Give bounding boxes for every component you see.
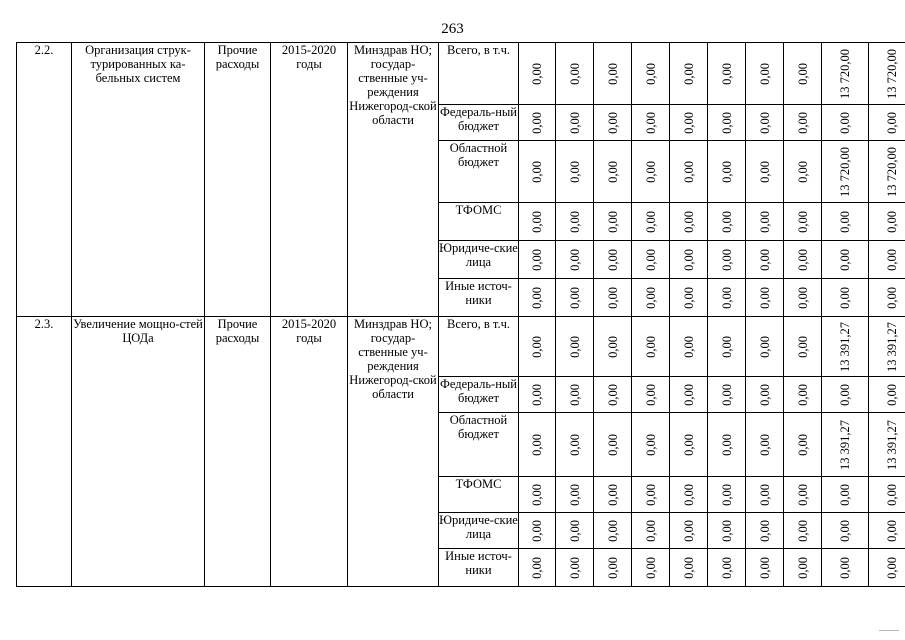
funding-source: Всего, в т.ч. bbox=[439, 43, 519, 105]
value-text: 0,00 bbox=[605, 286, 620, 309]
value-cell bbox=[556, 413, 594, 477]
funding-source: Иные источ-ники bbox=[439, 279, 519, 317]
value-cell bbox=[869, 43, 905, 105]
value-text: 0,00 bbox=[567, 483, 582, 506]
value-cell bbox=[784, 43, 822, 105]
value-text: 0,00 bbox=[795, 62, 810, 85]
value-text: 0,00 bbox=[567, 556, 582, 579]
value-cell bbox=[594, 317, 632, 377]
value-cell bbox=[670, 203, 708, 241]
value-cell bbox=[670, 279, 708, 317]
value-text: 0,00 bbox=[757, 556, 772, 579]
value-cell bbox=[519, 317, 556, 377]
value-text: 0,00 bbox=[643, 433, 658, 456]
value-text: 0,00 bbox=[605, 556, 620, 579]
value-cell bbox=[708, 203, 746, 241]
value-text: 0,00 bbox=[719, 519, 734, 542]
value-text: 13 720,00 bbox=[838, 48, 852, 99]
value-cell bbox=[822, 241, 869, 279]
funding-source: Юридиче-ские лица bbox=[439, 241, 519, 279]
value-cell bbox=[746, 43, 784, 105]
value-cell bbox=[822, 203, 869, 241]
value-cell bbox=[519, 513, 556, 549]
value-text: 0,00 bbox=[838, 483, 852, 506]
value-text: 0,00 bbox=[605, 160, 620, 183]
value-text: 0,00 bbox=[681, 160, 696, 183]
value-cell bbox=[869, 413, 905, 477]
value-text: 13 391,27 bbox=[884, 419, 899, 470]
value-text: 0,00 bbox=[681, 556, 696, 579]
value-text: 0,00 bbox=[838, 210, 852, 233]
value-cell bbox=[670, 413, 708, 477]
value-cell bbox=[594, 513, 632, 549]
value-cell bbox=[556, 203, 594, 241]
value-cell bbox=[822, 317, 869, 377]
value-text: 0,00 bbox=[530, 483, 544, 506]
value-cell bbox=[822, 377, 869, 413]
value-text: 0,00 bbox=[643, 286, 658, 309]
value-text: 0,00 bbox=[795, 210, 810, 233]
value-text: 0,00 bbox=[719, 111, 734, 134]
value-cell bbox=[822, 141, 869, 203]
value-cell bbox=[869, 549, 905, 587]
value-cell bbox=[519, 477, 556, 513]
item-name: Увеличение мощно-стей ЦОДа bbox=[72, 317, 205, 587]
value-cell bbox=[784, 549, 822, 587]
value-cell bbox=[594, 241, 632, 279]
value-text: 0,00 bbox=[795, 335, 810, 358]
funding-source: Областной бюджет bbox=[439, 413, 519, 477]
value-cell bbox=[822, 513, 869, 549]
value-cell bbox=[869, 141, 905, 203]
value-text: 0,00 bbox=[643, 160, 658, 183]
value-text: 0,00 bbox=[719, 160, 734, 183]
value-text: 0,00 bbox=[838, 383, 852, 406]
value-text: 0,00 bbox=[567, 160, 582, 183]
value-text: 0,00 bbox=[757, 160, 772, 183]
value-text: 0,00 bbox=[884, 483, 899, 506]
value-cell bbox=[556, 477, 594, 513]
value-text: 0,00 bbox=[530, 286, 544, 309]
value-text: 0,00 bbox=[795, 383, 810, 406]
value-text: 0,00 bbox=[567, 210, 582, 233]
value-text: 0,00 bbox=[605, 62, 620, 85]
value-cell bbox=[556, 513, 594, 549]
value-cell bbox=[746, 549, 784, 587]
value-text: 0,00 bbox=[605, 335, 620, 358]
value-cell bbox=[632, 43, 670, 105]
value-cell bbox=[632, 279, 670, 317]
value-cell bbox=[746, 279, 784, 317]
value-cell bbox=[708, 413, 746, 477]
value-cell bbox=[632, 513, 670, 549]
value-cell bbox=[556, 317, 594, 377]
value-text: 13 720,00 bbox=[884, 48, 899, 99]
value-cell bbox=[708, 141, 746, 203]
page-number: 263 bbox=[441, 21, 464, 37]
value-text: 0,00 bbox=[719, 556, 734, 579]
value-text: 0,00 bbox=[643, 556, 658, 579]
value-cell bbox=[708, 105, 746, 141]
value-cell bbox=[594, 477, 632, 513]
value-cell bbox=[708, 279, 746, 317]
value-cell bbox=[519, 377, 556, 413]
value-text: 0,00 bbox=[795, 111, 810, 134]
value-text: 0,00 bbox=[643, 519, 658, 542]
value-cell bbox=[784, 203, 822, 241]
expense-type: Прочие расходы bbox=[205, 43, 271, 317]
value-text: 0,00 bbox=[757, 210, 772, 233]
value-cell bbox=[869, 377, 905, 413]
value-text: 0,00 bbox=[838, 111, 852, 134]
value-text: 0,00 bbox=[530, 160, 544, 183]
value-cell bbox=[869, 241, 905, 279]
value-cell bbox=[670, 105, 708, 141]
value-cell bbox=[632, 477, 670, 513]
value-text: 0,00 bbox=[605, 248, 620, 271]
value-text: 0,00 bbox=[530, 383, 544, 406]
value-text: 0,00 bbox=[795, 556, 810, 579]
value-text: 0,00 bbox=[643, 483, 658, 506]
value-text: 0,00 bbox=[643, 248, 658, 271]
value-cell bbox=[708, 43, 746, 105]
value-text: 0,00 bbox=[605, 519, 620, 542]
implementation-period: 2015-2020 годы bbox=[271, 43, 348, 317]
value-text: 0,00 bbox=[757, 483, 772, 506]
value-text: 0,00 bbox=[605, 483, 620, 506]
value-cell bbox=[746, 141, 784, 203]
value-cell bbox=[556, 105, 594, 141]
executor: Минздрав НО; государ-ственные уч-реждения Нижегород-ской области bbox=[348, 43, 439, 317]
value-text: 0,00 bbox=[884, 111, 899, 134]
value-text: 0,00 bbox=[530, 248, 544, 271]
value-text: 0,00 bbox=[681, 335, 696, 358]
value-text: 0,00 bbox=[838, 519, 852, 542]
value-cell bbox=[519, 203, 556, 241]
value-text: 0,00 bbox=[681, 519, 696, 542]
value-cell bbox=[746, 317, 784, 377]
value-cell bbox=[594, 203, 632, 241]
funding-source: ТФОМС bbox=[439, 203, 519, 241]
item-name: Организация струк-турированных ка-бельных систем bbox=[72, 43, 205, 317]
value-text: 0,00 bbox=[605, 111, 620, 134]
value-text: 0,00 bbox=[719, 210, 734, 233]
value-cell bbox=[822, 477, 869, 513]
value-cell bbox=[594, 141, 632, 203]
value-cell bbox=[556, 377, 594, 413]
value-text: 0,00 bbox=[643, 383, 658, 406]
value-cell bbox=[746, 513, 784, 549]
value-text: 0,00 bbox=[605, 210, 620, 233]
table-row bbox=[17, 317, 905, 377]
value-cell bbox=[632, 241, 670, 279]
value-text: 0,00 bbox=[757, 248, 772, 271]
value-text: 0,00 bbox=[795, 160, 810, 183]
value-cell bbox=[556, 549, 594, 587]
item-number: 2.3. bbox=[17, 317, 72, 587]
value-cell bbox=[822, 549, 869, 587]
value-cell bbox=[708, 377, 746, 413]
value-cell bbox=[594, 413, 632, 477]
value-text: 0,00 bbox=[643, 111, 658, 134]
value-cell bbox=[519, 413, 556, 477]
value-text: 0,00 bbox=[643, 335, 658, 358]
value-text: 0,00 bbox=[643, 62, 658, 85]
value-text: 0,00 bbox=[681, 286, 696, 309]
value-text: 0,00 bbox=[681, 210, 696, 233]
value-text: 0,00 bbox=[884, 519, 899, 542]
value-cell bbox=[708, 477, 746, 513]
value-cell bbox=[594, 43, 632, 105]
value-cell bbox=[519, 279, 556, 317]
value-cell bbox=[594, 549, 632, 587]
value-text: 0,00 bbox=[567, 335, 582, 358]
value-cell bbox=[670, 513, 708, 549]
value-text: 0,00 bbox=[530, 111, 544, 134]
value-cell bbox=[594, 377, 632, 413]
value-text: 0,00 bbox=[567, 62, 582, 85]
value-cell bbox=[670, 241, 708, 279]
value-cell bbox=[869, 513, 905, 549]
funding-source: Областной бюджет bbox=[439, 141, 519, 203]
value-text: 0,00 bbox=[795, 483, 810, 506]
funding-source: Федераль-ный бюджет bbox=[439, 377, 519, 413]
value-text: 0,00 bbox=[681, 248, 696, 271]
value-text: 0,00 bbox=[795, 519, 810, 542]
budget-table bbox=[16, 42, 905, 587]
value-text: 0,00 bbox=[567, 111, 582, 134]
value-text: 0,00 bbox=[719, 383, 734, 406]
value-text: 0,00 bbox=[757, 519, 772, 542]
value-text: 0,00 bbox=[681, 433, 696, 456]
value-cell bbox=[746, 241, 784, 279]
value-cell bbox=[784, 377, 822, 413]
value-text: 0,00 bbox=[567, 286, 582, 309]
expense-type: Прочие расходы bbox=[205, 317, 271, 587]
value-text: 0,00 bbox=[757, 286, 772, 309]
value-cell bbox=[632, 105, 670, 141]
value-cell bbox=[632, 203, 670, 241]
value-cell bbox=[822, 43, 869, 105]
value-text: 0,00 bbox=[681, 483, 696, 506]
value-text: 0,00 bbox=[838, 286, 852, 309]
value-cell bbox=[784, 317, 822, 377]
value-text: 0,00 bbox=[567, 519, 582, 542]
value-cell bbox=[822, 279, 869, 317]
value-cell bbox=[670, 317, 708, 377]
value-cell bbox=[594, 105, 632, 141]
value-text: 0,00 bbox=[605, 433, 620, 456]
value-text: 0,00 bbox=[838, 556, 852, 579]
value-cell bbox=[594, 279, 632, 317]
value-cell bbox=[746, 377, 784, 413]
value-cell bbox=[784, 241, 822, 279]
value-cell bbox=[670, 377, 708, 413]
value-text: 13 391,27 bbox=[884, 321, 899, 372]
executor: Минздрав НО; государ-ственные уч-реждения Нижегород-ской области bbox=[348, 317, 439, 587]
value-text: 0,00 bbox=[795, 286, 810, 309]
item-number: 2.2. bbox=[17, 43, 72, 317]
value-text: 0,00 bbox=[838, 248, 852, 271]
value-cell bbox=[869, 105, 905, 141]
value-cell bbox=[746, 413, 784, 477]
value-text: 13 391,27 bbox=[838, 419, 852, 470]
value-text: 0,00 bbox=[643, 210, 658, 233]
value-text: 0,00 bbox=[757, 62, 772, 85]
value-text: 0,00 bbox=[567, 433, 582, 456]
scan-mark bbox=[879, 630, 899, 631]
value-text: 0,00 bbox=[530, 519, 544, 542]
value-cell bbox=[869, 279, 905, 317]
value-cell bbox=[632, 413, 670, 477]
value-text: 0,00 bbox=[719, 286, 734, 309]
funding-source: Иные источ-ники bbox=[439, 549, 519, 587]
value-text: 0,00 bbox=[884, 383, 899, 406]
value-cell bbox=[784, 105, 822, 141]
value-cell bbox=[746, 477, 784, 513]
funding-source: Юридиче-ские лица bbox=[439, 513, 519, 549]
value-cell bbox=[670, 549, 708, 587]
value-cell bbox=[869, 477, 905, 513]
value-text: 0,00 bbox=[719, 335, 734, 358]
value-cell bbox=[708, 549, 746, 587]
value-text: 0,00 bbox=[530, 335, 544, 358]
value-cell bbox=[784, 513, 822, 549]
value-cell bbox=[632, 549, 670, 587]
value-cell bbox=[784, 413, 822, 477]
value-cell bbox=[556, 43, 594, 105]
value-text: 13 720,00 bbox=[884, 146, 899, 197]
value-text: 0,00 bbox=[757, 111, 772, 134]
value-text: 0,00 bbox=[719, 62, 734, 85]
value-cell bbox=[632, 377, 670, 413]
value-text: 0,00 bbox=[884, 210, 899, 233]
value-cell bbox=[822, 105, 869, 141]
value-cell bbox=[556, 241, 594, 279]
value-text: 0,00 bbox=[719, 483, 734, 506]
value-text: 0,00 bbox=[719, 248, 734, 271]
value-text: 0,00 bbox=[719, 433, 734, 456]
value-text: 13 391,27 bbox=[838, 321, 852, 372]
funding-source: Федераль-ный бюджет bbox=[439, 105, 519, 141]
implementation-period: 2015-2020 годы bbox=[271, 317, 348, 587]
value-cell bbox=[746, 105, 784, 141]
value-text: 0,00 bbox=[757, 433, 772, 456]
value-text: 0,00 bbox=[530, 433, 544, 456]
value-cell bbox=[519, 43, 556, 105]
value-text: 13 720,00 bbox=[838, 146, 852, 197]
value-cell bbox=[556, 279, 594, 317]
value-text: 0,00 bbox=[605, 383, 620, 406]
value-cell bbox=[519, 241, 556, 279]
value-text: 0,00 bbox=[681, 111, 696, 134]
value-cell bbox=[784, 279, 822, 317]
value-text: 0,00 bbox=[530, 556, 544, 579]
value-cell bbox=[632, 317, 670, 377]
value-text: 0,00 bbox=[567, 383, 582, 406]
value-cell bbox=[708, 241, 746, 279]
value-cell bbox=[670, 43, 708, 105]
value-cell bbox=[784, 141, 822, 203]
value-text: 0,00 bbox=[884, 286, 899, 309]
value-text: 0,00 bbox=[681, 62, 696, 85]
value-text: 0,00 bbox=[530, 62, 544, 85]
value-cell bbox=[708, 317, 746, 377]
value-cell bbox=[708, 513, 746, 549]
value-cell bbox=[632, 141, 670, 203]
value-cell bbox=[869, 317, 905, 377]
value-text: 0,00 bbox=[795, 248, 810, 271]
value-cell bbox=[784, 477, 822, 513]
value-cell bbox=[746, 203, 784, 241]
value-cell bbox=[670, 141, 708, 203]
value-text: 0,00 bbox=[884, 248, 899, 271]
value-cell bbox=[822, 413, 869, 477]
funding-source: Всего, в т.ч. bbox=[439, 317, 519, 377]
value-cell bbox=[519, 141, 556, 203]
value-text: 0,00 bbox=[567, 248, 582, 271]
value-text: 0,00 bbox=[757, 383, 772, 406]
value-cell bbox=[519, 105, 556, 141]
value-text: 0,00 bbox=[681, 383, 696, 406]
value-cell bbox=[519, 549, 556, 587]
value-text: 0,00 bbox=[757, 335, 772, 358]
table-row bbox=[17, 43, 905, 105]
value-text: 0,00 bbox=[530, 210, 544, 233]
value-cell bbox=[556, 141, 594, 203]
value-text: 0,00 bbox=[795, 433, 810, 456]
value-cell bbox=[869, 203, 905, 241]
table-body bbox=[17, 43, 905, 587]
value-cell bbox=[670, 477, 708, 513]
funding-source: ТФОМС bbox=[439, 477, 519, 513]
value-text: 0,00 bbox=[884, 556, 899, 579]
